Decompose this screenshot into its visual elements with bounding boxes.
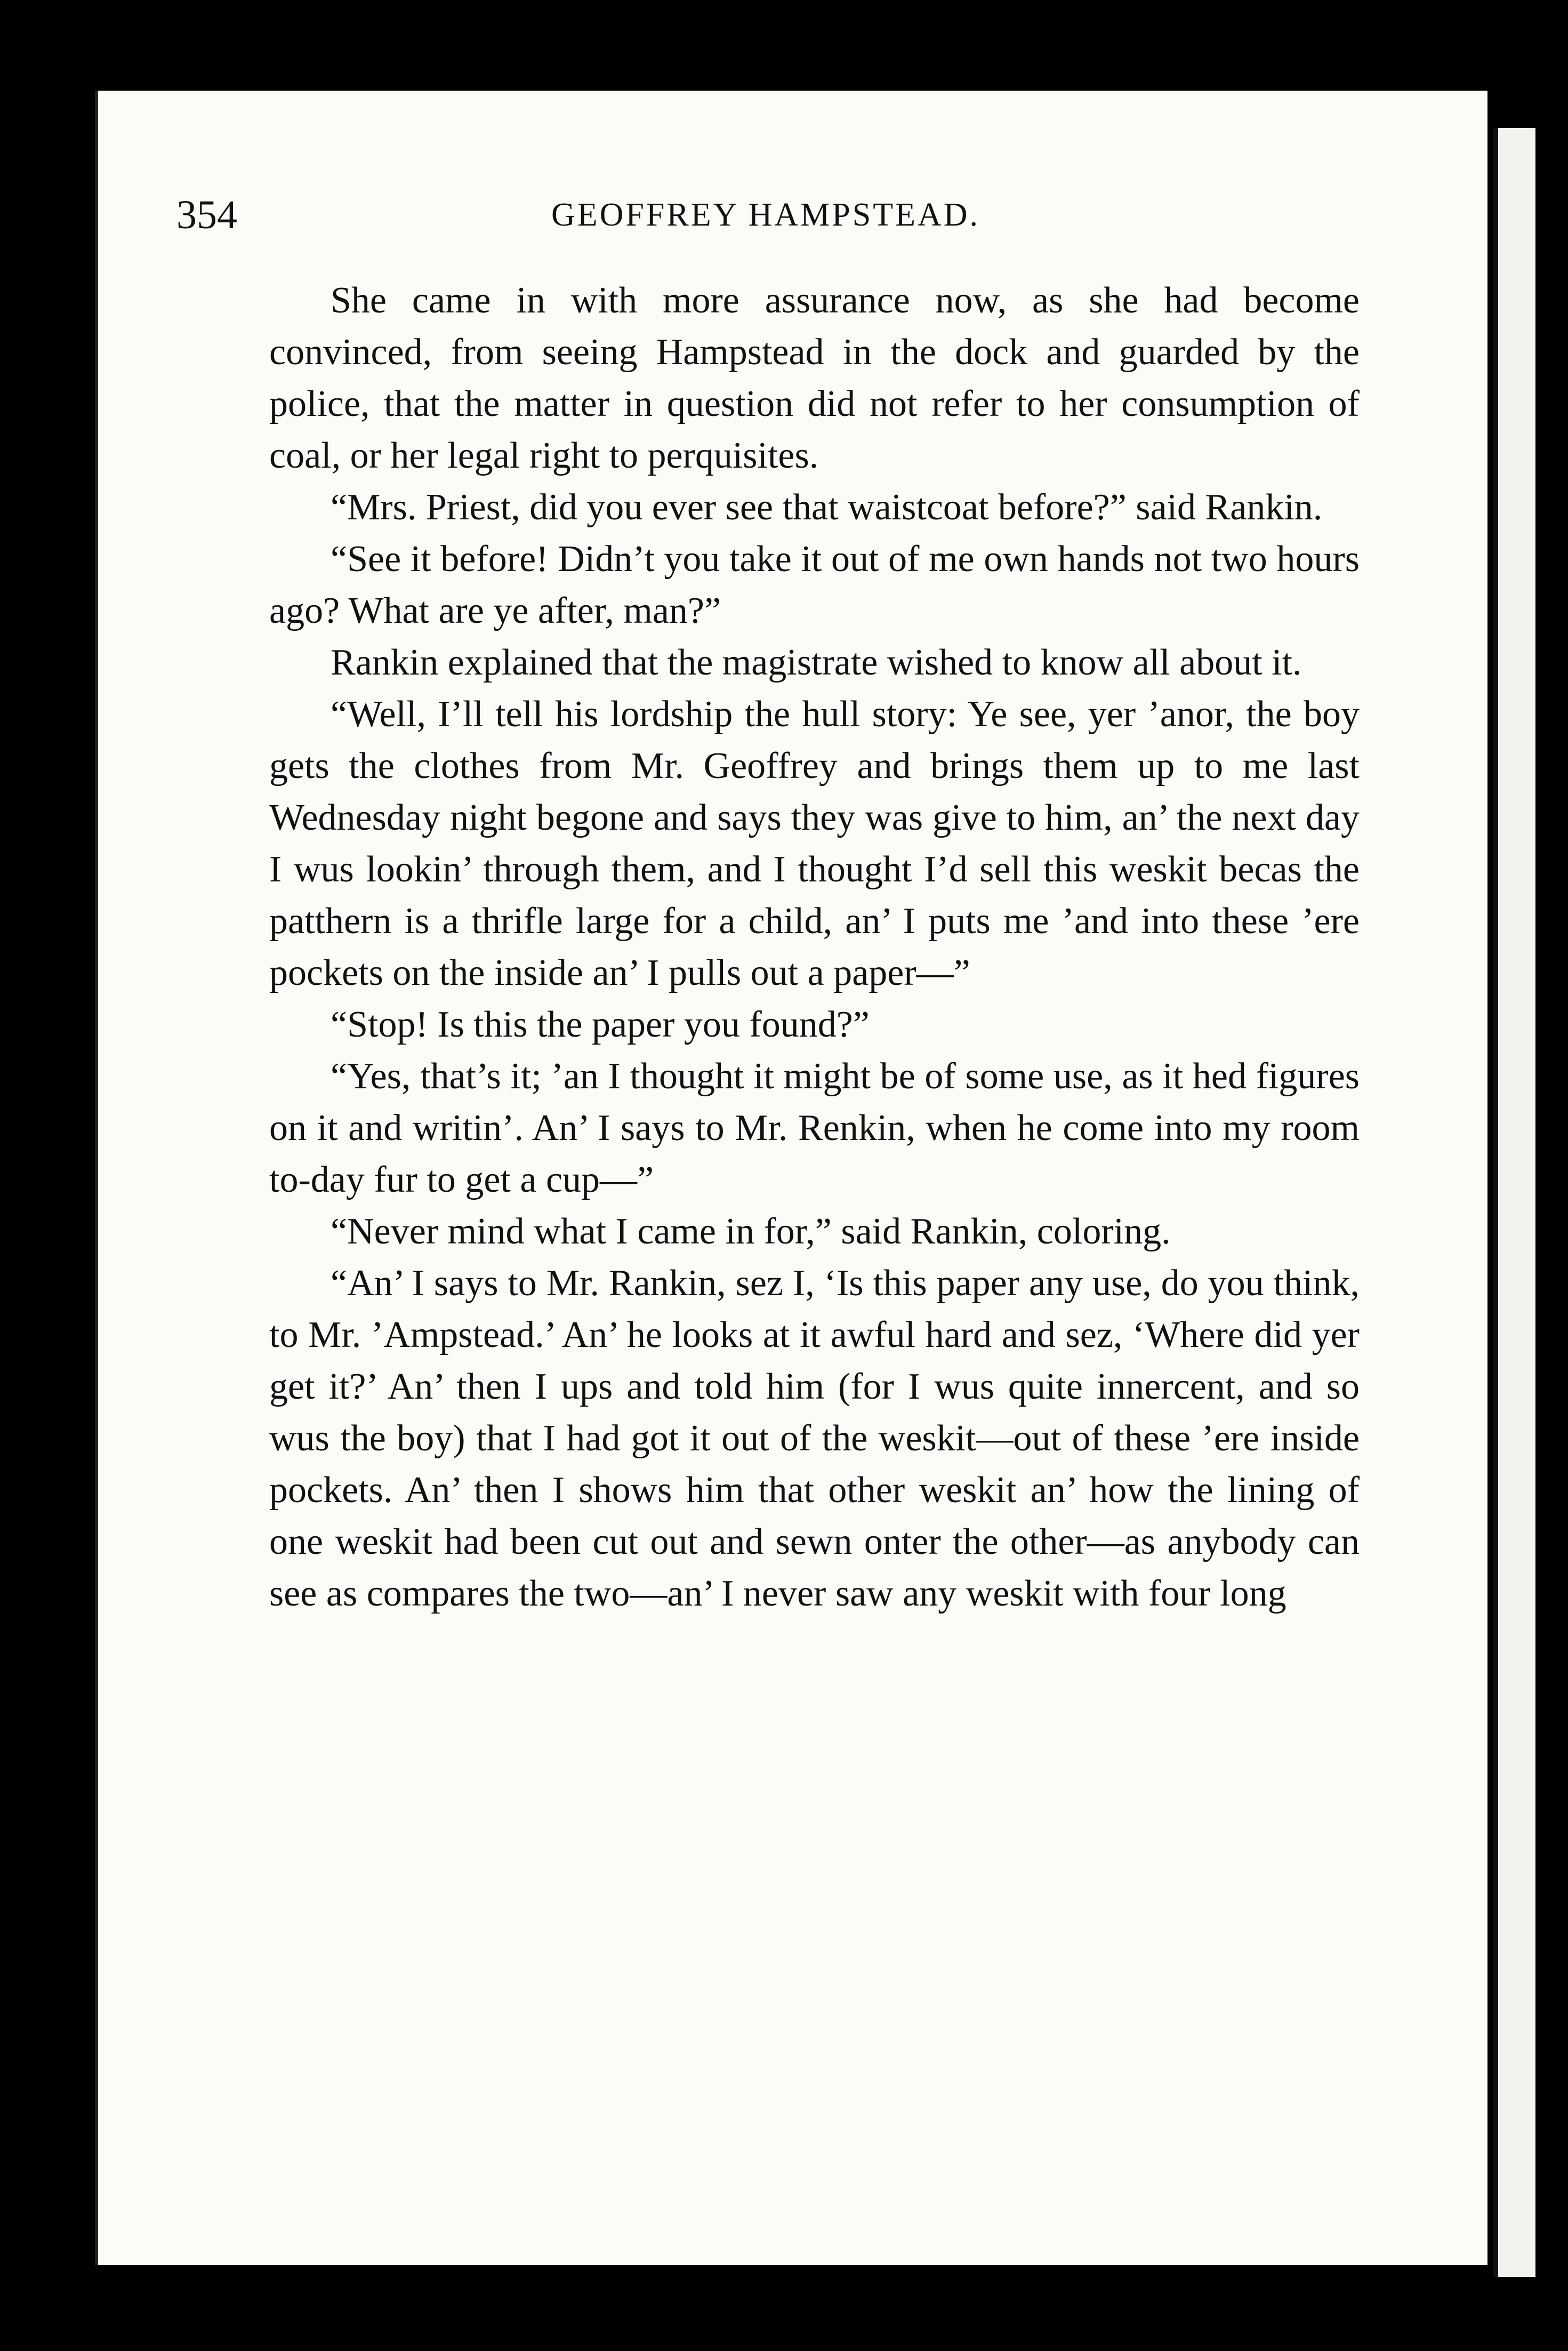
paragraph: “Yes, that’s it; ’an I thought it might be of some use, as it hed figures on it and writin’. An’ I says to Mr. Renkin, when he come into my room to-day fur to get a cup—” <box>269 1056 1360 1200</box>
paragraph: “Well, I’ll tell his lordship the hull story: Ye see, yer ’anor, the boy gets the clothes from Mr. Geoffrey and brings them up to me last Wednesday night begone and says they was give to him, an’ the next day I wus lookin’ through them, and I thought I’d sell this weskit becas the patthern is a thrifle large for a child, an’ I puts me ’and into these ’ere pockets on the inside an’ I pulls out a paper—” <box>269 694 1360 993</box>
running-title: GEOFFREY HAMPSTEAD. <box>551 197 980 233</box>
paragraph: “Never mind what I came in for,” said Rankin, coloring. <box>331 1211 1171 1252</box>
body-text <box>269 275 1360 1619</box>
paragraph: She came in with more assurance now, as she had become convinced, from seeing Hampstead in the dock and guarded by the police, that the matter in question did not refer to her consumption of coal, or her legal right to perquisites. <box>269 280 1360 476</box>
paragraph: “Stop! Is this the paper you found?” <box>331 1004 870 1045</box>
adjacent-page-edge <box>1493 128 1535 2277</box>
paragraph: “Mrs. Priest, did you ever see that waistcoat before?” said Rankin. <box>331 487 1323 528</box>
paragraph: “See it before! Didn’t you take it out of me own hands not two hours ago? What are ye after, man?” <box>269 539 1360 631</box>
page-number: 354 <box>176 192 237 237</box>
paragraph: Rankin explained that the magistrate wished to know all about it. <box>331 642 1302 683</box>
paragraph: “An’ I says to Mr. Rankin, sez I, ‘Is this paper any use, do you think, to Mr. ’Ampstead.’ An’ he looks at it awful hard and sez, ‘Where did yer get it?’ An’ then I ups and told him (for I wus quite innercent, and so wus the boy) that I had got it out of the weskit—out of these ’ere inside pockets. An’ then I shows him that other weskit an’ how the lining of one weskit had been cut out and sewn onter the other—as anybody can see as compares the two—an’ I never saw any weskit with four long <box>269 1263 1360 1614</box>
page-header <box>176 191 1355 239</box>
